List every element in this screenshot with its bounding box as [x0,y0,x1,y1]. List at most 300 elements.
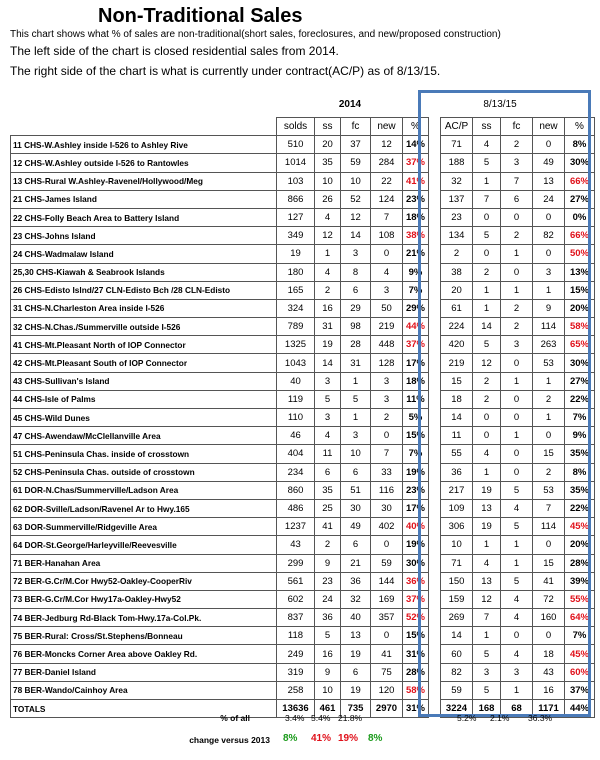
area-name: 72 BER-G.Cr/M.Cor Hwy52-Oakley-CooperRiv [11,572,277,590]
cell-current-pct: 37% [565,681,595,699]
cell-current-ss: 1 [473,172,501,190]
cell-2014-new: 124 [371,190,403,208]
cell-current-pct: 35% [565,445,595,463]
cell-current-fc: 1 [501,427,533,445]
cell-current-pct: 60% [565,663,595,681]
cell-current-fc: 0 [501,354,533,372]
cell-2014-pct: 37% [403,154,429,172]
cell-current-acp: 188 [441,154,473,172]
cell-current-ss: 13 [473,572,501,590]
cell-2014-fc: 59 [341,154,371,172]
cell-current-ss: 19 [473,481,501,499]
cell-current-fc: 7 [501,172,533,190]
cell-2014-solds: 860 [277,481,315,499]
change-fc: 19% [338,733,359,744]
cell-current-ss: 2 [473,263,501,281]
cell-current-new: 0 [533,136,565,154]
description-line-1: This chart shows what % of sales are non-traditional(short sales, foreclosures, and new/proposed construction) [10,29,501,40]
change-ss: 41% [311,733,332,744]
area-name: 22 CHS-Folly Beach Area to Battery Island [11,208,277,226]
cell-current-new: 114 [533,318,565,336]
cell-2014-ss: 31 [315,318,341,336]
cell-2014-new: 402 [371,518,403,536]
cell-2014-fc: 21 [341,554,371,572]
cell-2014-pct: 30% [403,554,429,572]
cell-current-acp: 14 [441,409,473,427]
cell-current-new: 72 [533,590,565,608]
col-header-fc: fc [341,118,371,136]
cell-current-ss: 4 [473,554,501,572]
cell-current-acp: 224 [441,318,473,336]
cell-2014-fc: 98 [341,318,371,336]
cell-current-new: 24 [533,190,565,208]
cell-2014-fc: 3 [341,427,371,445]
cell-2014-ss: 35 [315,154,341,172]
area-name: 77 BER-Daniel Island [11,663,277,681]
cell-2014-solds: 299 [277,554,315,572]
cell-current-new: 1171 [533,700,565,718]
cell-2014-pct: 7% [403,281,429,299]
current-contract-frame [418,90,591,717]
cell-2014-fc: 51 [341,481,371,499]
cell-current-new: 2 [533,463,565,481]
cell-current-new: 0 [533,427,565,445]
area-name: 31 CHS-N.Charleston Area inside I-526 [11,299,277,317]
cell-2014-solds: 404 [277,445,315,463]
cell-current-fc: 0 [501,263,533,281]
cell-2014-new: 2970 [371,700,403,718]
cell-2014-pct: 11% [403,390,429,408]
cell-2014-fc: 6 [341,281,371,299]
cell-2014-solds: 127 [277,208,315,226]
cell-current-pct: 45% [565,645,595,663]
cell-current-pct: 7% [565,409,595,427]
cell-current-new: 18 [533,645,565,663]
area-name: 21 CHS-James Island [11,190,277,208]
cell-2014-solds: 180 [277,263,315,281]
cell-current-new: 16 [533,681,565,699]
cell-2014-solds: 1237 [277,518,315,536]
cell-current-acp: 159 [441,590,473,608]
cell-2014-new: 0 [371,536,403,554]
cell-current-fc: 3 [501,336,533,354]
cell-2014-fc: 3 [341,245,371,263]
cell-2014-solds: 119 [277,390,315,408]
pct-all-new-current: 36.3% [528,713,553,723]
cell-current-new: 1 [533,372,565,390]
cell-2014-new: 75 [371,663,403,681]
cell-current-ss: 1 [473,299,501,317]
cell-2014-new: 7 [371,208,403,226]
cell-2014-ss: 4 [315,427,341,445]
cell-2014-fc: 8 [341,263,371,281]
cell-2014-new: 0 [371,427,403,445]
cell-current-acp: 20 [441,281,473,299]
cell-current-acp: 15 [441,372,473,390]
cell-current-pct: 8% [565,136,595,154]
cell-current-pct: 35% [565,481,595,499]
area-name: 25,30 CHS-Kiawah & Seabrook Islands [11,263,277,281]
cell-current-fc: 6 [501,190,533,208]
cell-current-new: 82 [533,227,565,245]
cell-current-pct: 8% [565,463,595,481]
cell-2014-solds: 165 [277,281,315,299]
cell-current-fc: 1 [501,372,533,390]
area-name: 52 CHS-Peninsula Chas. outside of crosstown [11,463,277,481]
cell-current-pct: 30% [565,354,595,372]
cell-current-new: 0 [533,245,565,263]
cell-2014-ss: 461 [315,700,341,718]
cell-2014-pct: 19% [403,536,429,554]
cell-2014-ss: 2 [315,281,341,299]
cell-current-pct: 22% [565,390,595,408]
cell-2014-pct: 18% [403,372,429,390]
cell-2014-fc: 19 [341,645,371,663]
cell-2014-pct: 36% [403,572,429,590]
cell-current-new: 160 [533,609,565,627]
cell-current-fc: 3 [501,663,533,681]
cell-current-acp: 61 [441,299,473,317]
cell-current-acp: 38 [441,263,473,281]
cell-2014-pct: 44% [403,318,429,336]
cell-2014-new: 50 [371,299,403,317]
cell-current-pct: 66% [565,172,595,190]
cell-2014-solds: 1014 [277,154,315,172]
cell-current-ss: 0 [473,208,501,226]
area-name: 73 BER-G.Cr/M.Cor Hwy17a-Oakley-Hwy52 [11,590,277,608]
cell-current-acp: 82 [441,663,473,681]
area-name: 62 DOR-Sville/Ladson/Ravenel Ar to Hwy.165 [11,499,277,517]
cell-2014-pct: 23% [403,481,429,499]
cell-current-fc: 0 [501,627,533,645]
col-header-pct-current: % [565,118,595,136]
cell-2014-ss: 20 [315,136,341,154]
cell-2014-new: 3 [371,281,403,299]
cell-2014-ss: 9 [315,554,341,572]
cell-2014-ss: 11 [315,445,341,463]
area-name: 24 CHS-Wadmalaw Island [11,245,277,263]
cell-2014-fc: 10 [341,445,371,463]
area-name: 47 CHS-Awendaw/McClellanville Area [11,427,277,445]
cell-2014-solds: 602 [277,590,315,608]
cell-2014-fc: 40 [341,609,371,627]
cell-2014-pct: 37% [403,336,429,354]
pct-all-ss-current: 5.2% [457,713,477,723]
cell-current-new: 15 [533,445,565,463]
area-name: 12 CHS-W.Ashley outside I-526 to Rantowles [11,154,277,172]
cell-2014-ss: 14 [315,354,341,372]
cell-2014-solds: 510 [277,136,315,154]
col-header-new: new [371,118,403,136]
cell-2014-solds: 1043 [277,354,315,372]
cell-current-ss: 1 [473,281,501,299]
area-name: 71 BER-Hanahan Area [11,554,277,572]
cell-2014-new: 2 [371,409,403,427]
cell-current-acp: 36 [441,463,473,481]
year-2014-header: 2014 [338,99,362,110]
cell-2014-pct: 52% [403,609,429,627]
area-name: 41 CHS-Mt.Pleasant North of IOP Connector [11,336,277,354]
cell-2014-solds: 319 [277,663,315,681]
cell-2014-new: 33 [371,463,403,481]
cell-current-new: 13 [533,172,565,190]
cell-2014-ss: 2 [315,536,341,554]
cell-current-fc: 0 [501,409,533,427]
cell-2014-new: 108 [371,227,403,245]
cell-2014-ss: 24 [315,590,341,608]
cell-2014-ss: 1 [315,245,341,263]
cell-current-fc: 2 [501,227,533,245]
cell-2014-ss: 4 [315,208,341,226]
cell-current-fc: 0 [501,445,533,463]
cell-2014-fc: 49 [341,518,371,536]
cell-current-ss: 3 [473,663,501,681]
cell-current-acp: 2 [441,245,473,263]
cell-2014-solds: 118 [277,627,315,645]
area-name: 63 DOR-Summerville/Ridgeville Area [11,518,277,536]
cell-2014-solds: 324 [277,299,315,317]
cell-current-pct: 55% [565,590,595,608]
area-name: 42 CHS-Mt.Pleasant South of IOP Connector [11,354,277,372]
cell-current-acp: 420 [441,336,473,354]
cell-current-acp: 306 [441,518,473,536]
cell-2014-fc: 1 [341,409,371,427]
cell-current-ss: 4 [473,445,501,463]
cell-2014-pct: 38% [403,227,429,245]
cell-current-acp: 23 [441,208,473,226]
col-header-acp: AC/P [441,118,473,136]
area-name: 76 BER-Moncks Corner Area above Oakley Rd. [11,645,277,663]
cell-2014-pct: 19% [403,463,429,481]
cell-2014-pct: 23% [403,190,429,208]
cell-current-acp: 71 [441,554,473,572]
cell-2014-new: 22 [371,172,403,190]
page-title: Non-Traditional Sales [98,5,303,27]
cell-2014-ss: 35 [315,481,341,499]
cell-current-fc: 4 [501,645,533,663]
cell-2014-pct: 31% [403,700,429,718]
cell-2014-pct: 58% [403,681,429,699]
cell-2014-ss: 19 [315,336,341,354]
cell-current-new: 53 [533,481,565,499]
cell-2014-fc: 29 [341,299,371,317]
cell-2014-solds: 13636 [277,700,315,718]
cell-current-fc: 3 [501,154,533,172]
cell-2014-new: 284 [371,154,403,172]
cell-current-pct: 50% [565,245,595,263]
cell-current-new: 9 [533,299,565,317]
cell-2014-solds: 40 [277,372,315,390]
cell-current-pct: 64% [565,609,595,627]
cell-current-acp: 14 [441,627,473,645]
cell-current-ss: 7 [473,190,501,208]
cell-current-fc: 1 [501,681,533,699]
cell-2014-solds: 349 [277,227,315,245]
cell-2014-solds: 486 [277,499,315,517]
area-name: 45 CHS-Wild Dunes [11,409,277,427]
cell-2014-ss: 16 [315,645,341,663]
cell-2014-new: 30 [371,499,403,517]
cell-current-ss: 4 [473,136,501,154]
cell-2014-fc: 30 [341,499,371,517]
area-name: 44 CHS-Isle of Palms [11,390,277,408]
header-blank [11,118,277,136]
cell-2014-new: 219 [371,318,403,336]
cell-current-ss: 12 [473,354,501,372]
cell-2014-new: 0 [371,245,403,263]
date-header: 8/13/15 [483,99,517,110]
cell-current-pct: 28% [565,554,595,572]
cell-current-fc: 4 [501,609,533,627]
cell-2014-new: 357 [371,609,403,627]
cell-current-ss: 0 [473,409,501,427]
cell-2014-fc: 6 [341,536,371,554]
cell-2014-pct: 15% [403,427,429,445]
cell-2014-pct: 9% [403,263,429,281]
cell-2014-fc: 37 [341,136,371,154]
col-header-fc-current: fc [501,118,533,136]
cell-2014-new: 7 [371,445,403,463]
change-solds: 8% [283,733,298,744]
area-name: 74 BER-Jedburg Rd-Black Tom-Hwy.17a-Col.Pk. [11,609,277,627]
col-header-ss-current: ss [473,118,501,136]
cell-current-fc: 1 [501,245,533,263]
cell-2014-solds: 866 [277,190,315,208]
cell-current-fc: 0 [501,463,533,481]
cell-2014-solds: 103 [277,172,315,190]
cell-2014-pct: 5% [403,409,429,427]
cell-current-acp: 217 [441,481,473,499]
cell-current-fc: 1 [501,536,533,554]
cell-current-pct: 7% [565,627,595,645]
cell-current-fc: 0 [501,208,533,226]
cell-current-ss: 0 [473,245,501,263]
cell-current-pct: 65% [565,336,595,354]
cell-2014-ss: 23 [315,572,341,590]
cell-current-acp: 32 [441,172,473,190]
cell-2014-fc: 6 [341,463,371,481]
cell-2014-solds: 43 [277,536,315,554]
cell-current-new: 3 [533,263,565,281]
cell-current-ss: 1 [473,463,501,481]
cell-current-acp: 18 [441,390,473,408]
cell-2014-pct: 17% [403,354,429,372]
change-vs-2013-label: change versus 2013 [189,735,270,745]
cell-current-pct: 0% [565,208,595,226]
cell-current-new: 114 [533,518,565,536]
cell-current-new: 53 [533,354,565,372]
cell-current-ss: 13 [473,499,501,517]
cell-2014-new: 144 [371,572,403,590]
cell-current-pct: 45% [565,518,595,536]
cell-2014-solds: 789 [277,318,315,336]
cell-current-fc: 5 [501,518,533,536]
pct-all-new-2014: 21.8% [338,713,363,723]
cell-current-pct: 20% [565,299,595,317]
col-header-new-current: new [533,118,565,136]
cell-2014-ss: 16 [315,299,341,317]
cell-current-ss: 168 [473,700,501,718]
cell-current-pct: 39% [565,572,595,590]
cell-2014-fc: 735 [341,700,371,718]
cell-current-pct: 58% [565,318,595,336]
cell-current-pct: 9% [565,427,595,445]
cell-current-acp: 134 [441,227,473,245]
cell-current-ss: 1 [473,627,501,645]
cell-current-acp: 71 [441,136,473,154]
area-name: TOTALS [11,700,277,718]
cell-current-fc: 5 [501,481,533,499]
cell-current-acp: 269 [441,609,473,627]
cell-current-ss: 7 [473,609,501,627]
cell-current-ss: 5 [473,645,501,663]
cell-2014-fc: 12 [341,208,371,226]
cell-current-fc: 1 [501,281,533,299]
cell-current-ss: 14 [473,318,501,336]
cell-2014-ss: 3 [315,409,341,427]
cell-current-pct: 15% [565,281,595,299]
area-name: 43 CHS-Sullivan's Island [11,372,277,390]
area-name: 61 DOR-N.Chas/Summerville/Ladson Area [11,481,277,499]
cell-2014-fc: 13 [341,627,371,645]
cell-2014-pct: 7% [403,445,429,463]
cell-2014-pct: 37% [403,590,429,608]
cell-current-pct: 27% [565,372,595,390]
cell-current-new: 7 [533,499,565,517]
cell-current-pct: 27% [565,190,595,208]
change-new: 8% [368,733,383,744]
cell-current-new: 1 [533,281,565,299]
cell-current-acp: 55 [441,445,473,463]
cell-current-acp: 150 [441,572,473,590]
cell-2014-new: 41 [371,645,403,663]
cell-current-new: 43 [533,663,565,681]
cell-current-acp: 109 [441,499,473,517]
col-header-ss: ss [315,118,341,136]
cell-2014-new: 120 [371,681,403,699]
cell-current-new: 0 [533,536,565,554]
cell-2014-ss: 9 [315,663,341,681]
cell-current-ss: 5 [473,154,501,172]
cell-current-new: 0 [533,627,565,645]
area-name: 32 CHS-N.Chas./Summerville outside I-526 [11,318,277,336]
cell-2014-pct: 18% [403,208,429,226]
cell-2014-solds: 561 [277,572,315,590]
cell-current-new: 263 [533,336,565,354]
cell-current-fc: 4 [501,590,533,608]
cell-2014-pct: 14% [403,136,429,154]
area-name: 26 CHS-Edisto Islnd/27 CLN-Edisto Bch /28 CLN-Edisto [11,281,277,299]
cell-2014-ss: 3 [315,372,341,390]
cell-current-fc: 0 [501,390,533,408]
cell-current-acp: 59 [441,681,473,699]
cell-2014-pct: 21% [403,245,429,263]
cell-2014-ss: 26 [315,190,341,208]
cell-2014-new: 128 [371,354,403,372]
cell-2014-new: 3 [371,372,403,390]
cell-current-acp: 11 [441,427,473,445]
pct-all-ss-2014: 3.4% [285,713,305,723]
cell-current-acp: 10 [441,536,473,554]
cell-2014-new: 448 [371,336,403,354]
area-name: 11 CHS-W.Ashley inside I-526 to Ashley Rive [11,136,277,154]
cell-2014-ss: 6 [315,463,341,481]
cell-2014-solds: 249 [277,645,315,663]
cell-2014-solds: 110 [277,409,315,427]
cell-2014-ss: 5 [315,390,341,408]
cell-2014-new: 116 [371,481,403,499]
cell-current-new: 41 [533,572,565,590]
